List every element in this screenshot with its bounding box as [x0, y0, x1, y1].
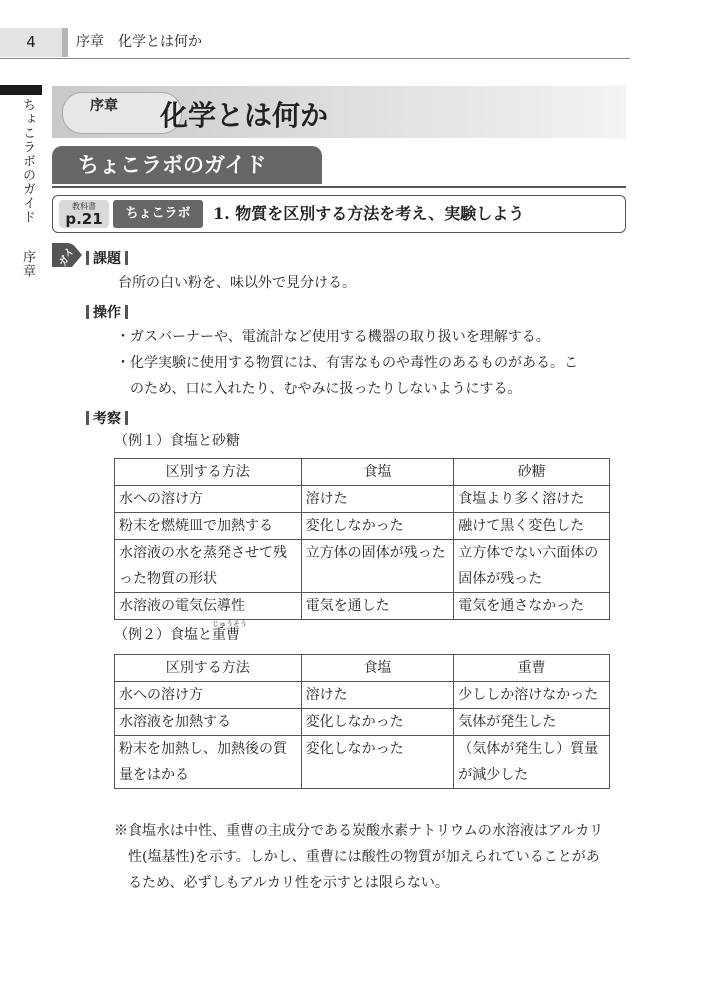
heading-bar [125, 411, 128, 425]
note-line: るため、必ずしもアルカリ性を示すとは限らない。 [128, 875, 449, 891]
textbook-ref-page: p.21 [65, 210, 103, 228]
table-row [115, 709, 610, 736]
table-cell: 電気を通した [301, 593, 454, 620]
task-heading-text: 課題 [93, 251, 121, 267]
table-header-cell: 区別する方法 [115, 655, 302, 682]
table-header-cell: 食塩 [301, 655, 454, 682]
table-header-row [115, 655, 610, 682]
table-cell: 変化しなかった [301, 513, 454, 540]
side-tab-chapter: 序章 [20, 250, 35, 278]
table-header-cell: 砂糖 [454, 459, 610, 486]
operation-item: ・ガスバーナーや、電流計など使用する機器の取り扱いを理解する。 [116, 329, 550, 345]
table-row [115, 736, 610, 789]
note-line: ※食塩水は中性、重曹の主成分である炭酸水素ナトリウムの水溶液はアルカリ [114, 823, 604, 839]
table-cell: 電気を通さなかった [454, 593, 610, 620]
heading-bar [86, 305, 89, 319]
header-divider [62, 28, 68, 57]
example2-label-word [212, 620, 247, 648]
example2-label-prefix: （例２）食塩と [114, 627, 212, 643]
example1-label-prefix: （例１）食塩と [114, 433, 212, 449]
chapter-label: 序章 [90, 98, 118, 114]
operation-item: ・化学実験に使用する物質には、有害なものや毒性のあるものがある。こ [116, 355, 578, 371]
table-cell: 溶けた [301, 682, 454, 709]
example1-label-word: 砂糖 [212, 433, 240, 449]
operation-heading [82, 302, 132, 322]
table-cell: （気体が発生し）質量が減少した [454, 736, 610, 789]
chapter-title: 化学とは何か [160, 99, 329, 132]
table-header-cell: 区別する方法 [115, 459, 302, 486]
page-number: 4 [0, 28, 62, 57]
discussion-heading [82, 408, 132, 428]
running-title: 序章 化学とは何か [76, 34, 202, 50]
table-row [115, 593, 610, 620]
table-header-cell: 食塩 [301, 459, 454, 486]
side-tab-marker [0, 85, 42, 95]
example2-table [114, 654, 610, 789]
operation-item: のため、口に入れたり、むやみに扱ったりしないようにする。 [130, 381, 522, 397]
lab-title-box [52, 195, 626, 233]
example2-label [114, 620, 247, 648]
chapter-banner [52, 86, 626, 138]
table-cell: 溶けた [301, 486, 454, 513]
table-header-cell: 重曹 [454, 655, 610, 682]
table-cell: 粉末を燃焼皿で加熱する [115, 513, 302, 540]
note-line: 性(塩基性)を示す。しかし、重曹には酸性の物質が加えられていることがあ [128, 849, 600, 865]
table-cell: 粉末を加熱し、加熱後の質量をはかる [115, 736, 302, 789]
guide-label: ガイド [57, 237, 82, 269]
table-cell: 水溶液の水を蒸発させて残った物質の形状 [115, 540, 302, 593]
table-cell: 変化しなかった [301, 736, 454, 789]
table-cell: 立方体の固体が残った [301, 540, 454, 593]
guide-marker [52, 237, 84, 269]
table-cell: 水への溶け方 [115, 682, 302, 709]
heading-bar [86, 251, 89, 265]
discussion-heading-text: 考察 [93, 411, 121, 427]
running-header [0, 28, 630, 59]
example2-ruby: じゅうそう [212, 620, 247, 628]
table-cell: 食塩より多く溶けた [454, 486, 610, 513]
table-cell: 融けて黒く変色した [454, 513, 610, 540]
lab-tag: ちょこラボ [113, 200, 203, 228]
table-cell: 水溶液の電気伝導性 [115, 593, 302, 620]
task-heading [82, 248, 132, 268]
section-title: ちょこラボのガイド [78, 153, 267, 177]
table-header-row [115, 459, 610, 486]
task-text: 台所の白い粉を、味以外で見分ける。 [118, 275, 356, 291]
section-tab [52, 146, 322, 184]
table-row [115, 540, 610, 593]
table-cell: 気体が発生した [454, 709, 610, 736]
table-cell: 変化しなかった [301, 709, 454, 736]
table-cell: 水への溶け方 [115, 486, 302, 513]
example2-label-word-text: 重曹 [212, 627, 240, 643]
table-cell: 少ししか溶けなかった [454, 682, 610, 709]
table-row [115, 513, 610, 540]
heading-bar [86, 411, 89, 425]
operation-heading-text: 操作 [93, 305, 121, 321]
table-cell: 立方体でない六面体の固体が残った [454, 540, 610, 593]
table-cell: 水溶液を加熱する [115, 709, 302, 736]
example1-table [114, 458, 610, 620]
lab-title: 1. 物質を区別する方法を考え、実験しよう [213, 204, 525, 223]
table-row [115, 486, 610, 513]
example1-label [114, 428, 240, 454]
textbook-ref-label: 教科書 [72, 202, 96, 211]
heading-bar [125, 305, 128, 319]
heading-bar [125, 251, 128, 265]
side-tab-text: ちょこラボのガイド [20, 98, 35, 224]
textbook-ref [59, 200, 109, 228]
section-banner [52, 146, 626, 188]
table-row [115, 682, 610, 709]
